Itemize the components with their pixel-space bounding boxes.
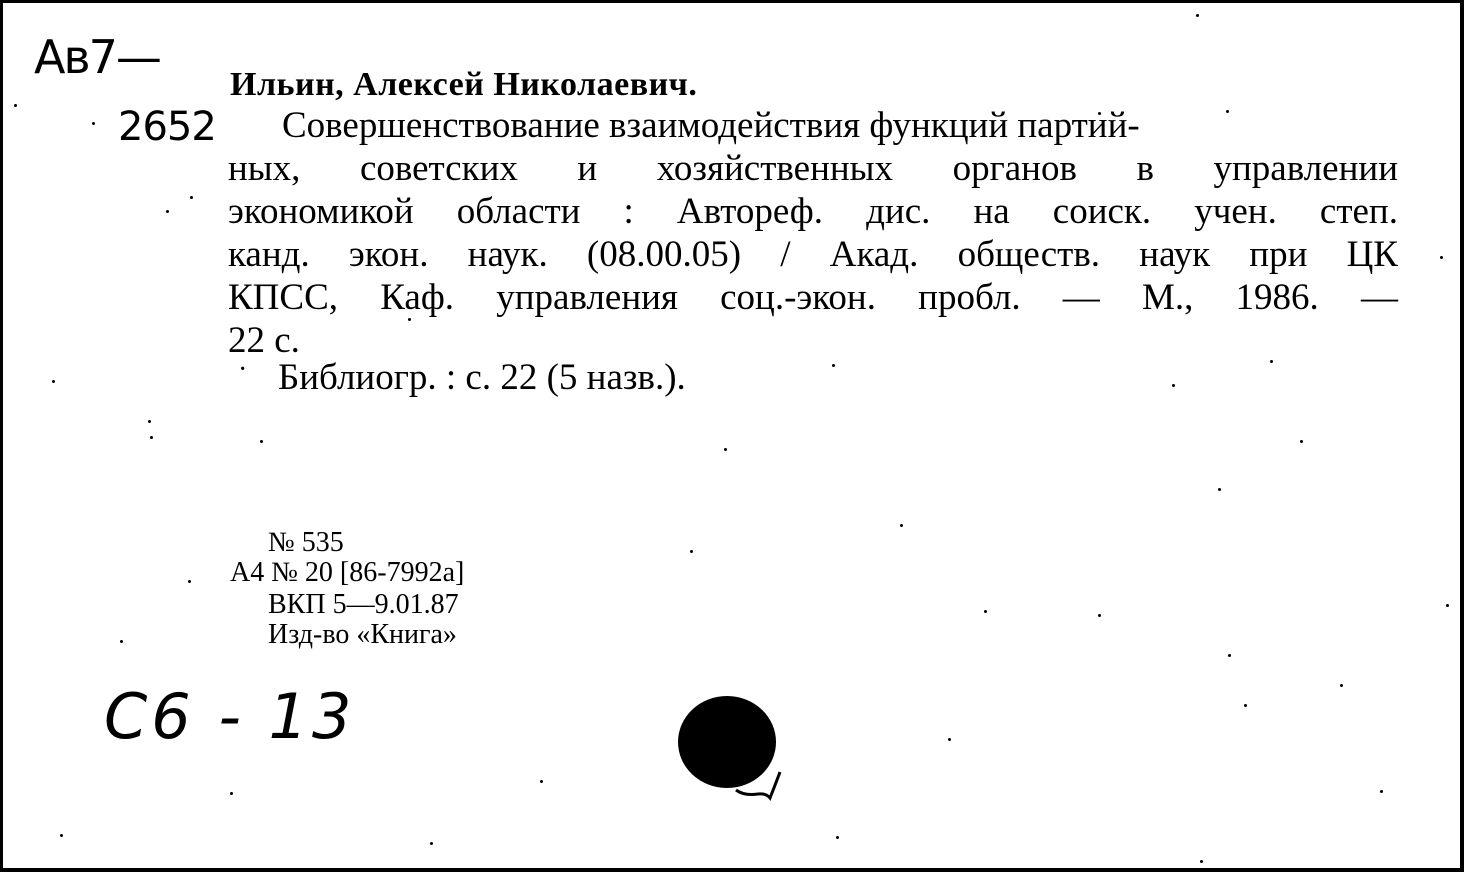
bibliographic-description bbox=[228, 104, 1398, 362]
card-border-top bbox=[0, 0, 1464, 3]
handwritten-call-number: Ав7— bbox=[34, 30, 160, 84]
handwritten-accession-number: 2652 bbox=[118, 104, 216, 150]
description-line: канд. экон. наук. (08.00.05) / Акад. обществ. наук при ЦК bbox=[228, 234, 1398, 275]
card-border-left bbox=[0, 0, 3, 872]
description-line: Совершенствование взаимодействия функций партий- bbox=[282, 105, 1140, 146]
imprint-line: Изд-во «Книга» bbox=[268, 619, 457, 650]
handwritten-shelf-mark: С6 - 13 bbox=[104, 680, 356, 753]
note-bullet: · bbox=[238, 354, 248, 385]
card-border-bottom bbox=[0, 868, 1464, 872]
pen-mark bbox=[730, 760, 790, 810]
description-line: КПСС, Каф. управления соц.-экон. пробл. — М., 1986. — bbox=[228, 277, 1398, 318]
imprint-line: № 535 bbox=[268, 527, 344, 558]
description-line: 22 с. bbox=[228, 320, 300, 361]
author-heading: Ильин, Алексей Николаевич. bbox=[230, 66, 698, 103]
bibliography-note: Библиогр. : с. 22 (5 назв.). bbox=[278, 357, 686, 398]
description-line: экономикой области : Автореф. дис. на соиск. учен. степ. bbox=[228, 191, 1398, 232]
imprint-line: ВКП 5—9.01.87 bbox=[268, 589, 459, 620]
card-border-right bbox=[1460, 0, 1464, 872]
description-line: ных, советских и хозяйственных органов в управлении bbox=[228, 148, 1398, 189]
imprint-line: А4 № 20 [86-7992а] bbox=[230, 557, 465, 588]
